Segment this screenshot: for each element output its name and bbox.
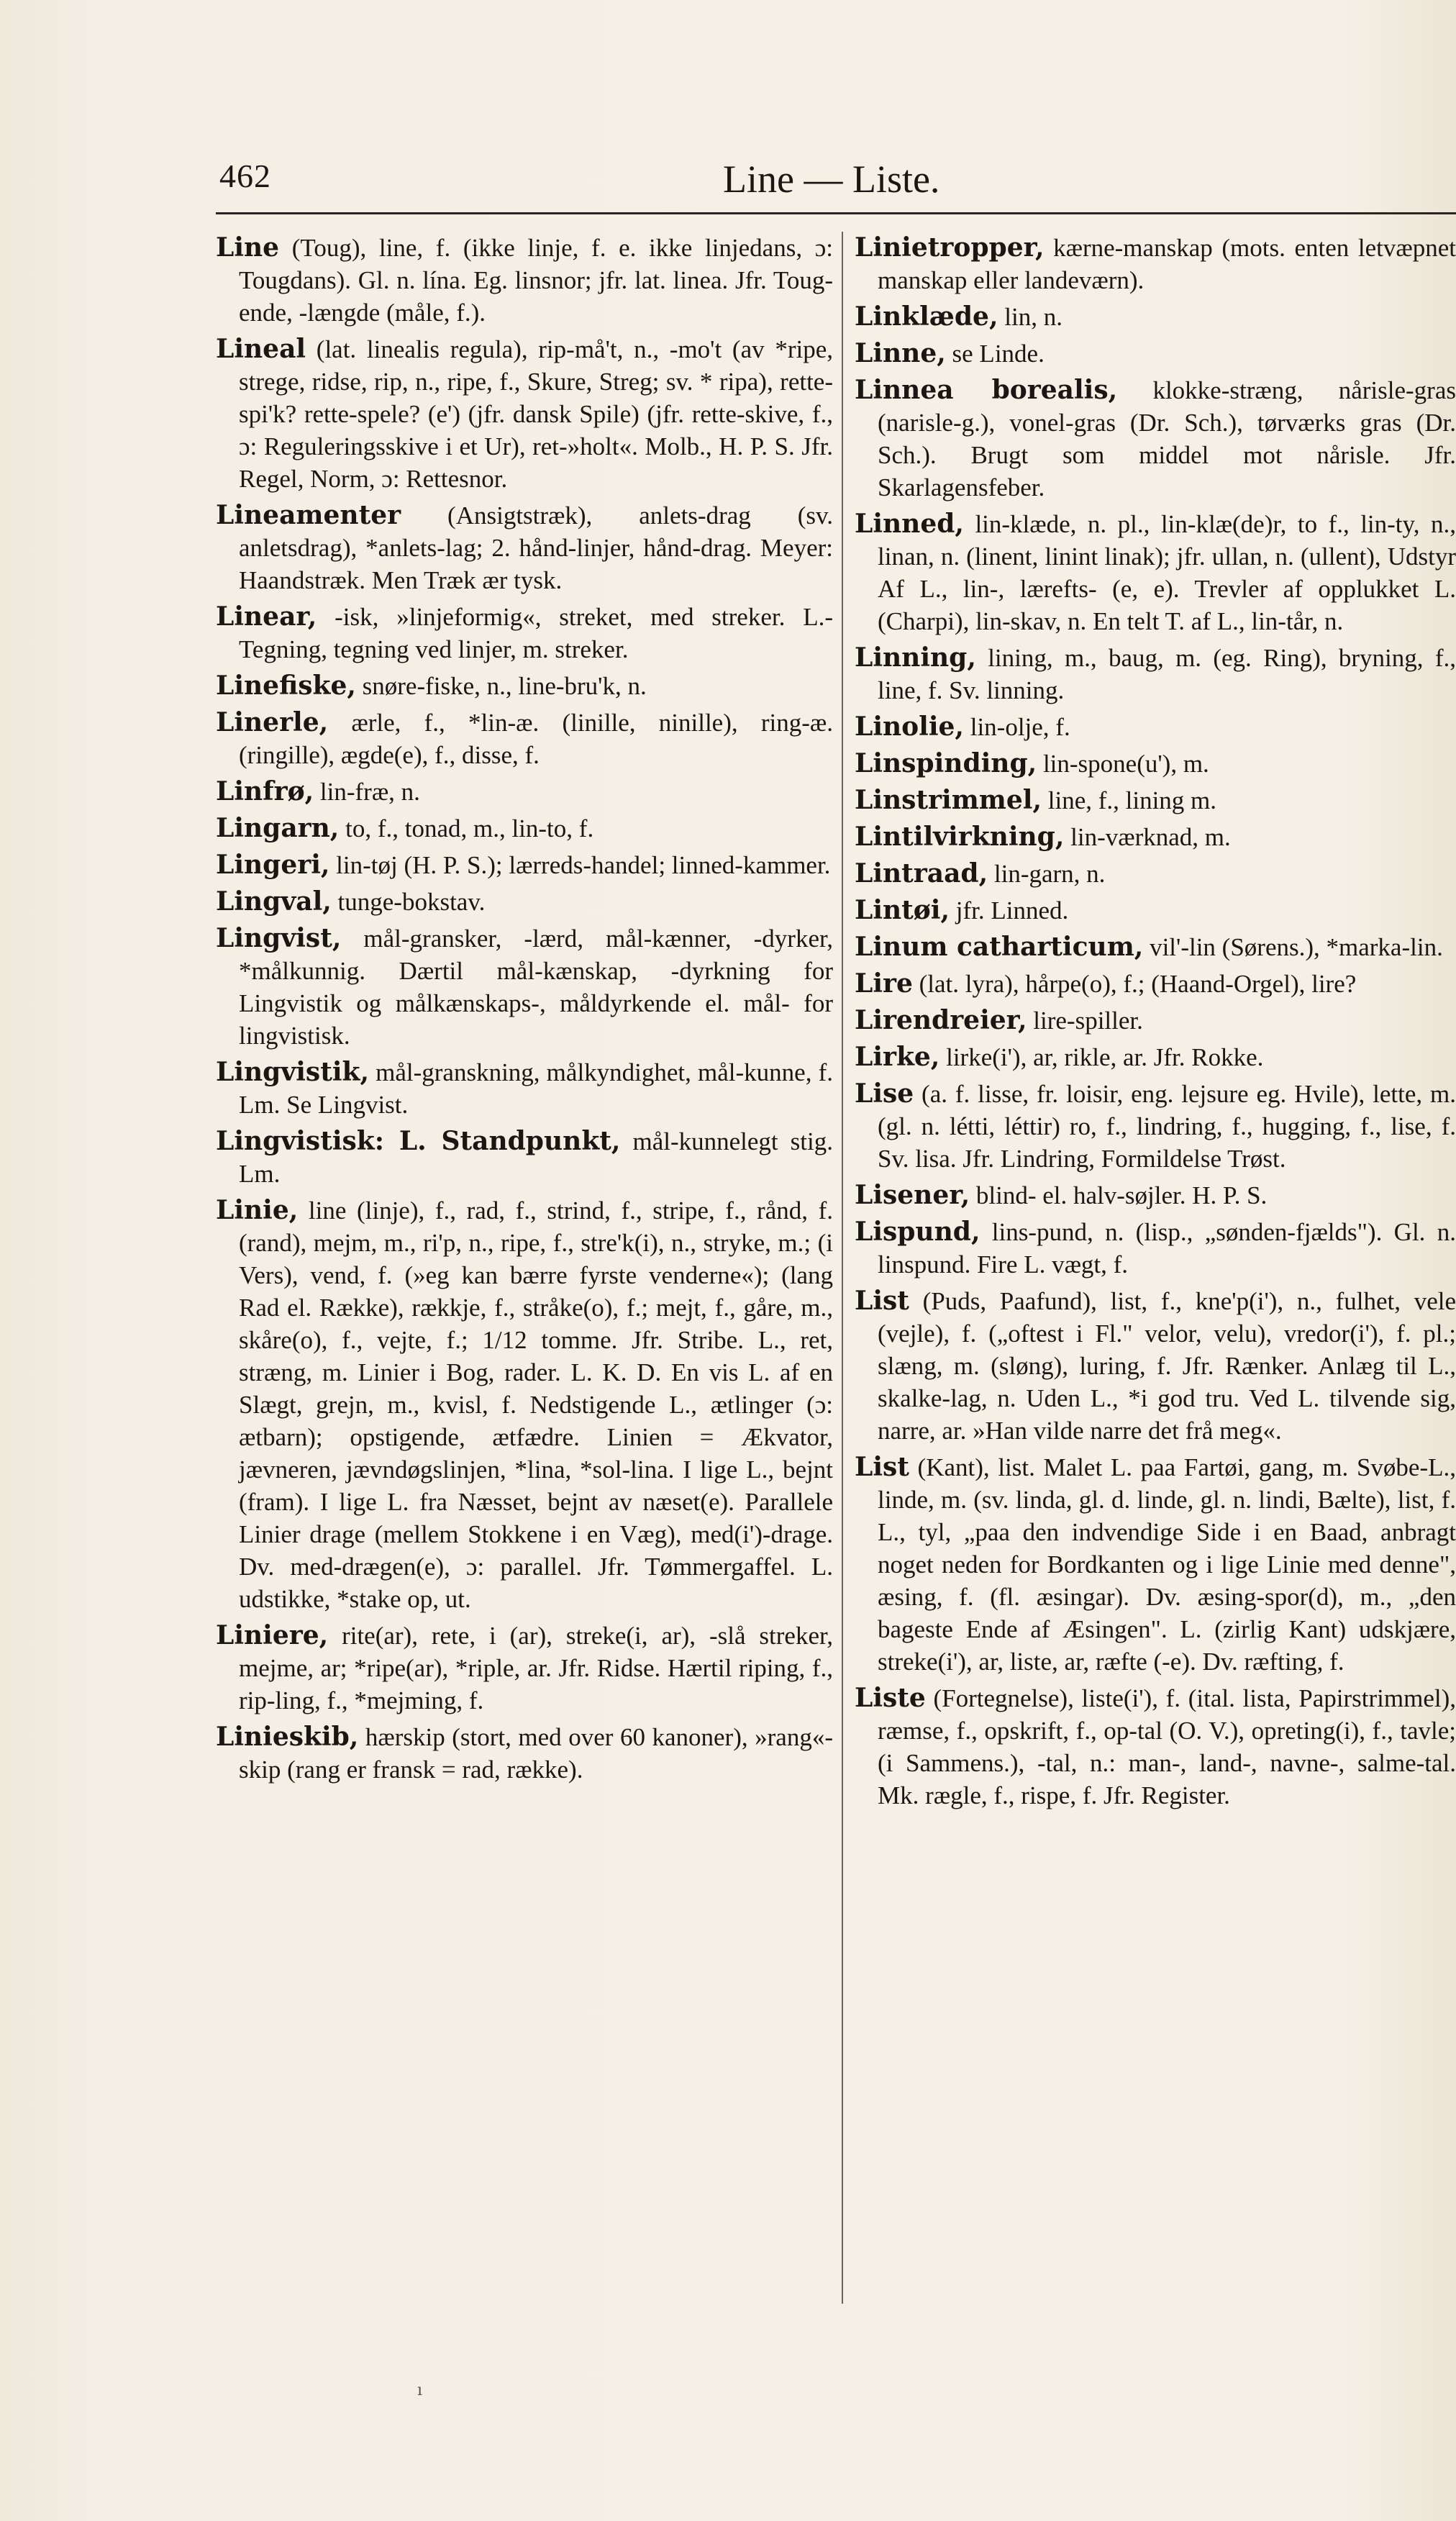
- dictionary-entry: [855, 858, 1456, 890]
- entry-definition: (Toug), line, f. (ikke linje, f. e. ikke linjedans, ɔ: Tougdans). Gl. n. lína. Eg. linsnor; jfr. lat. linea. Jfr. Toug-ende, -længde (måle, f.).: [239, 234, 833, 327]
- entry-definition: lin-værknad, m.: [1064, 823, 1231, 851]
- dictionary-entry: [216, 499, 833, 596]
- dictionary-entry: [855, 301, 1456, 333]
- dictionary-entry: [216, 776, 833, 808]
- page-number: 462: [219, 158, 271, 194]
- dictionary-entry: [855, 784, 1456, 817]
- entry-definition: mål-kunnelegt stig. Lm.: [239, 1127, 833, 1188]
- header-rule: [216, 212, 1456, 214]
- dictionary-entry: [855, 894, 1456, 927]
- entry-headword: Linietropper,: [855, 232, 1045, 263]
- dictionary-entry: [216, 333, 833, 495]
- entry-definition: se Linde.: [945, 340, 1045, 368]
- left-column: [216, 232, 833, 1790]
- dictionary-entry: [216, 1620, 833, 1717]
- entry-headword: Lirendreier,: [855, 1005, 1027, 1035]
- dictionary-entry: [855, 821, 1456, 853]
- entry-headword: Lingarn,: [216, 813, 340, 843]
- dictionary-entry: [216, 1721, 833, 1786]
- entry-headword: Linspinding,: [855, 748, 1037, 778]
- entry-headword: Lisener,: [855, 1180, 970, 1210]
- entry-definition: hærskip (stort, med over 60 kanoner), »rang«-skip (rang er fransk = rad, række).: [239, 1723, 833, 1784]
- dictionary-entry: [855, 1179, 1456, 1212]
- entry-definition: (lat. lyra), hårpe(o), f.; (Haand-Orgel), lire?: [912, 970, 1357, 998]
- dictionary-entry: [216, 812, 833, 845]
- right-column: [855, 232, 1456, 1816]
- entry-headword: Lineal: [216, 334, 306, 364]
- dictionary-entry: [855, 1004, 1456, 1037]
- dictionary-entry: [855, 711, 1456, 743]
- entry-headword: Lise: [855, 1078, 914, 1109]
- dictionary-entry: [855, 968, 1456, 1000]
- entry-definition: kærne-manskap (mots. enten letvæpnet manskap eller landeværn).: [878, 234, 1456, 294]
- entry-headword: Lintilvirkning,: [855, 822, 1065, 852]
- entry-definition: lin-fræ, n.: [314, 778, 420, 806]
- entry-definition: tunge-bokstav.: [331, 888, 486, 916]
- entry-headword: List: [855, 1286, 909, 1316]
- entry-headword: Lintraad,: [855, 858, 988, 889]
- entry-headword: Lispund,: [855, 1217, 980, 1247]
- entry-definition: to, f., tonad, m., lin-to, f.: [339, 814, 594, 842]
- entry-definition: ærle, f., *lin-æ. (linille, ninille), ring-æ. (ringille), ægde(e), f., disse, f.: [239, 709, 833, 769]
- entry-headword: Lire: [855, 968, 913, 999]
- entry-headword: Lingeri,: [216, 850, 330, 880]
- dictionary-entry: [855, 931, 1456, 963]
- entry-definition: (a. f. lisse, fr. loisir, eng. lejsure eg. Hvile), lette, m. (gl. n. létti, léttir) ro, f., lindring, f., hugging, f., lise, f. Sv. lisa. Jfr. Lindring, Formildelse Trøst.: [878, 1080, 1456, 1173]
- entry-definition: blind- el. halv-søjler. H. P. S.: [970, 1181, 1268, 1209]
- dictionary-entry: [216, 670, 833, 702]
- entry-definition: lin-olje, f.: [963, 713, 1070, 741]
- entry-headword: Linstrimmel,: [855, 785, 1042, 815]
- entry-headword: Line: [216, 232, 280, 263]
- dictionary-entry: [855, 1216, 1456, 1281]
- entry-definition: mål-gransker, -lærd, mål-kænner, -dyrker, *målkunnig. Dærtil mål-kænskap, -dyrkning for Lingvistik og målkænskaps-, måldyrkende el. mål- for lingvistisk.: [239, 925, 833, 1050]
- dictionary-entry: [216, 886, 833, 918]
- entry-definition: rite(ar), rete, i (ar), streke(i, ar), -slå streker, mejme, ar; *ripe(ar), *riple, ar. Jfr. Ridse. Hærtil riping, f., rip-ling, f., *mejming, f.: [239, 1622, 833, 1714]
- dictionary-entry: [855, 1285, 1456, 1447]
- entry-definition: -isk, »linjeformig«, streket, med streker. L.-Tegning, tegning ved linjer, m. streker.: [239, 603, 833, 663]
- entry-headword: Linear,: [216, 601, 317, 632]
- entry-definition: (Kant), list. Malet L. paa Fartøi, gang, m. Svøbe-L., linde, m. (sv. linda, gl. d. linde, gl. n. lindi, Bælte), list, f. L., tyl, „paa den indvendige Side i en Baad, anbragt noget neden for Bordkanten og i lige Linie med denne", æsing, f. (fl. æsingar). Dv. æsing-spor(d), m., „den bageste Ende af Æsingen". L. (zirlig Kant) udskjære, streke(i'), ar, liste, ar, ræfte (-e). Dv. ræfting, f.: [878, 1453, 1456, 1676]
- dictionary-entry: [216, 707, 833, 771]
- entry-headword: Linklæde,: [855, 301, 998, 332]
- running-head: Line — Liste.: [723, 158, 940, 201]
- dictionary-entry: [855, 508, 1456, 637]
- entry-definition: lining, m., baug, m. (eg. Ring), bryning, f., line, f. Sv. linning.: [878, 644, 1456, 704]
- entry-headword: Lingval,: [216, 886, 332, 917]
- entry-headword: Lingvist,: [216, 923, 342, 953]
- dictionary-entry: [855, 748, 1456, 780]
- dictionary-entry: [855, 1451, 1456, 1678]
- entry-headword: Linned,: [855, 509, 964, 539]
- entry-headword: Linefiske,: [216, 671, 356, 701]
- footer-mark: ı: [417, 2381, 423, 2399]
- entry-headword: Lingvistik,: [216, 1057, 369, 1087]
- entry-definition: lin, n.: [998, 303, 1063, 331]
- entry-headword: Linieskib,: [216, 1722, 359, 1752]
- dictionary-entry: [216, 849, 833, 881]
- entry-headword: Liste: [855, 1683, 926, 1713]
- entry-headword: Linolie,: [855, 712, 964, 742]
- entry-headword: Lirke,: [855, 1042, 940, 1072]
- dictionary-entry: [216, 1125, 833, 1190]
- entry-headword: Linning,: [855, 642, 976, 673]
- entry-headword: Linie,: [216, 1195, 299, 1225]
- entry-definition: jfr. Linned.: [950, 896, 1069, 925]
- column-divider: [842, 232, 843, 2304]
- entry-headword: Linne,: [855, 338, 946, 368]
- dictionary-entry: [216, 922, 833, 1052]
- entry-headword: Liniere,: [216, 1620, 329, 1650]
- entry-headword: Lingvistisk: L. Standpunkt,: [216, 1126, 621, 1156]
- entry-definition: (lat. linealis regula), rip-må't, n., -mo't (av *ripe, strege, ridse, rip, n., ripe, f., Skure, Streg; sv. * ripa), rette-spi'k? rette-spele? (e') (jfr. dansk Spile) (jfr. rette-skive, f., ɔ: Reguleringsskive i et Ur), ret-»holt«. Molb., H. P. S. Jfr. Regel, Norm, ɔ: Rettesnor.: [239, 335, 833, 493]
- entry-headword: Lineamenter: [216, 500, 401, 530]
- entry-headword: Lintøi,: [855, 895, 950, 925]
- dictionary-entry: [216, 1194, 833, 1615]
- entry-definition: klokke-stræng, nårisle-gras (narisle-g.), vonel-gras (Dr. Sch.), tørværks gras (Dr. Sch.). Brugt som middel mot nårisle. Jfr. Skarlagensfeber.: [878, 376, 1456, 501]
- entry-definition: lirke(i'), ar, rikle, ar. Jfr. Rokke.: [939, 1043, 1264, 1071]
- entry-headword: Linum catharticum,: [855, 932, 1144, 962]
- entry-headword: Linerle,: [216, 707, 329, 737]
- entry-definition: (Puds, Paafund), list, f., kne'p(i'), n., fulhet, vele (vejle), f. („oftest i Fl." velor, velu), vredor(i'), f. pl.; slæng, m. (sløng), luring, f. Jfr. Rænker. Anlæg til L., skalke-lag, n. Uden L., *i god tru. Ved L. tilvende sig, narre, ar. »Han vilde narre det frå meg«.: [878, 1287, 1456, 1445]
- entry-definition: lin-garn, n.: [988, 860, 1106, 888]
- dictionary-entry: [855, 1041, 1456, 1073]
- dictionary-entry: [855, 374, 1456, 504]
- dictionary-entry: [855, 337, 1456, 370]
- entry-definition: line, f., lining m.: [1042, 786, 1217, 814]
- page-header: [219, 144, 1442, 209]
- dictionary-entry: [216, 232, 833, 329]
- entry-definition: (Fortegnelse), liste(i'), f. (ital. lista, Papirstrimmel), ræmse, f., opskrift, f., op-tal (O. V.), opreting(i), f., tavle; (i Sammens.), -tal, n.: man-, land-, navne-, salme-tal. Mk. rægle, f., rispe, f. Jfr. Register.: [878, 1684, 1456, 1809]
- dictionary-entry: [855, 1078, 1456, 1175]
- entry-definition: lin-spone(u'), m.: [1037, 750, 1209, 778]
- dictionary-entry: [855, 232, 1456, 296]
- dictionary-entry: [216, 601, 833, 666]
- entry-definition: vil'-lin (Sørens.), *marka-lin.: [1143, 933, 1443, 961]
- entry-headword: Linnea borealis,: [855, 375, 1118, 405]
- entry-headword: List: [855, 1452, 909, 1482]
- dictionary-entry: [855, 642, 1456, 707]
- entry-definition: snøre-fiske, n., line-bru'k, n.: [355, 672, 647, 700]
- entry-headword: Linfrø,: [216, 776, 314, 807]
- entry-definition: lin-tøj (H. P. S.); lærreds-handel; linned-kammer.: [329, 851, 831, 879]
- entry-definition: mål-granskning, målkyndighet, mål-kunne, f. Lm. Se Lingvist.: [239, 1058, 833, 1119]
- entry-definition: (Ansigtstræk), anlets-drag (sv. anletsdrag), *anlets-lag; 2. hånd-linjer, hånd-drag. Meyer: Haandstræk. Men Træk ær tysk.: [239, 501, 833, 594]
- dictionary-entry: [216, 1056, 833, 1121]
- entry-definition: lire-spiller.: [1027, 1007, 1143, 1035]
- dictionary-entry: [855, 1682, 1456, 1812]
- entry-definition: lin-klæde, n. pl., lin-klæ(de)r, to f., lin-ty, n., linan, n. (linent, linint linak); jfr. ullan, n. (ullent), Udstyr Af L., lin-, lærefts- (e, e). Trevler af opplukket L. (Charpi), lin-skav, n. En telt T. af L., lin-tår, n.: [878, 510, 1456, 635]
- entry-definition: line (linje), f., rad, f., strind, f., stripe, f., rånd, f. (rand), mejm, m., ri'p, n., ripe, f., stre'k(i), n., stryke, m.; (i Vers), vend, f. (»eg kan bærre fyrste venderne«); (lang Rad el. Række), rækkje, f., stråke(o), f.; mejt, f., gåre, m., skåre(o), f., vejte, f.; 1/12 tomme. Jfr. Stribe. L., ret, stræng, m. Linier i Bog, rader. L. K. D. En vis L. af en Slægt, grejn, m., kvisl, f. Nedstigende L., ætlinger (ɔ: ætbarn); opstigende, ætfædre. Linien = Ækvator, jævneren, jævndøgslinjen, *lina, *sol-lina. I lige L., bejnt (fram). I lige L. fra Næsset, bejnt av næset(e). Parallele Linier drage (mellem Stokkene i en Væg), med(i')-drage. Dv. med-drægen(e), ɔ: parallel. Jfr. Tømmergaffel. L. udstikke, *stake op, ut.: [239, 1196, 833, 1613]
- entry-definition: lins-pund, n. (lisp., „sønden-fjælds"). Gl. n. linspund. Fire L. vægt, f.: [878, 1218, 1456, 1278]
